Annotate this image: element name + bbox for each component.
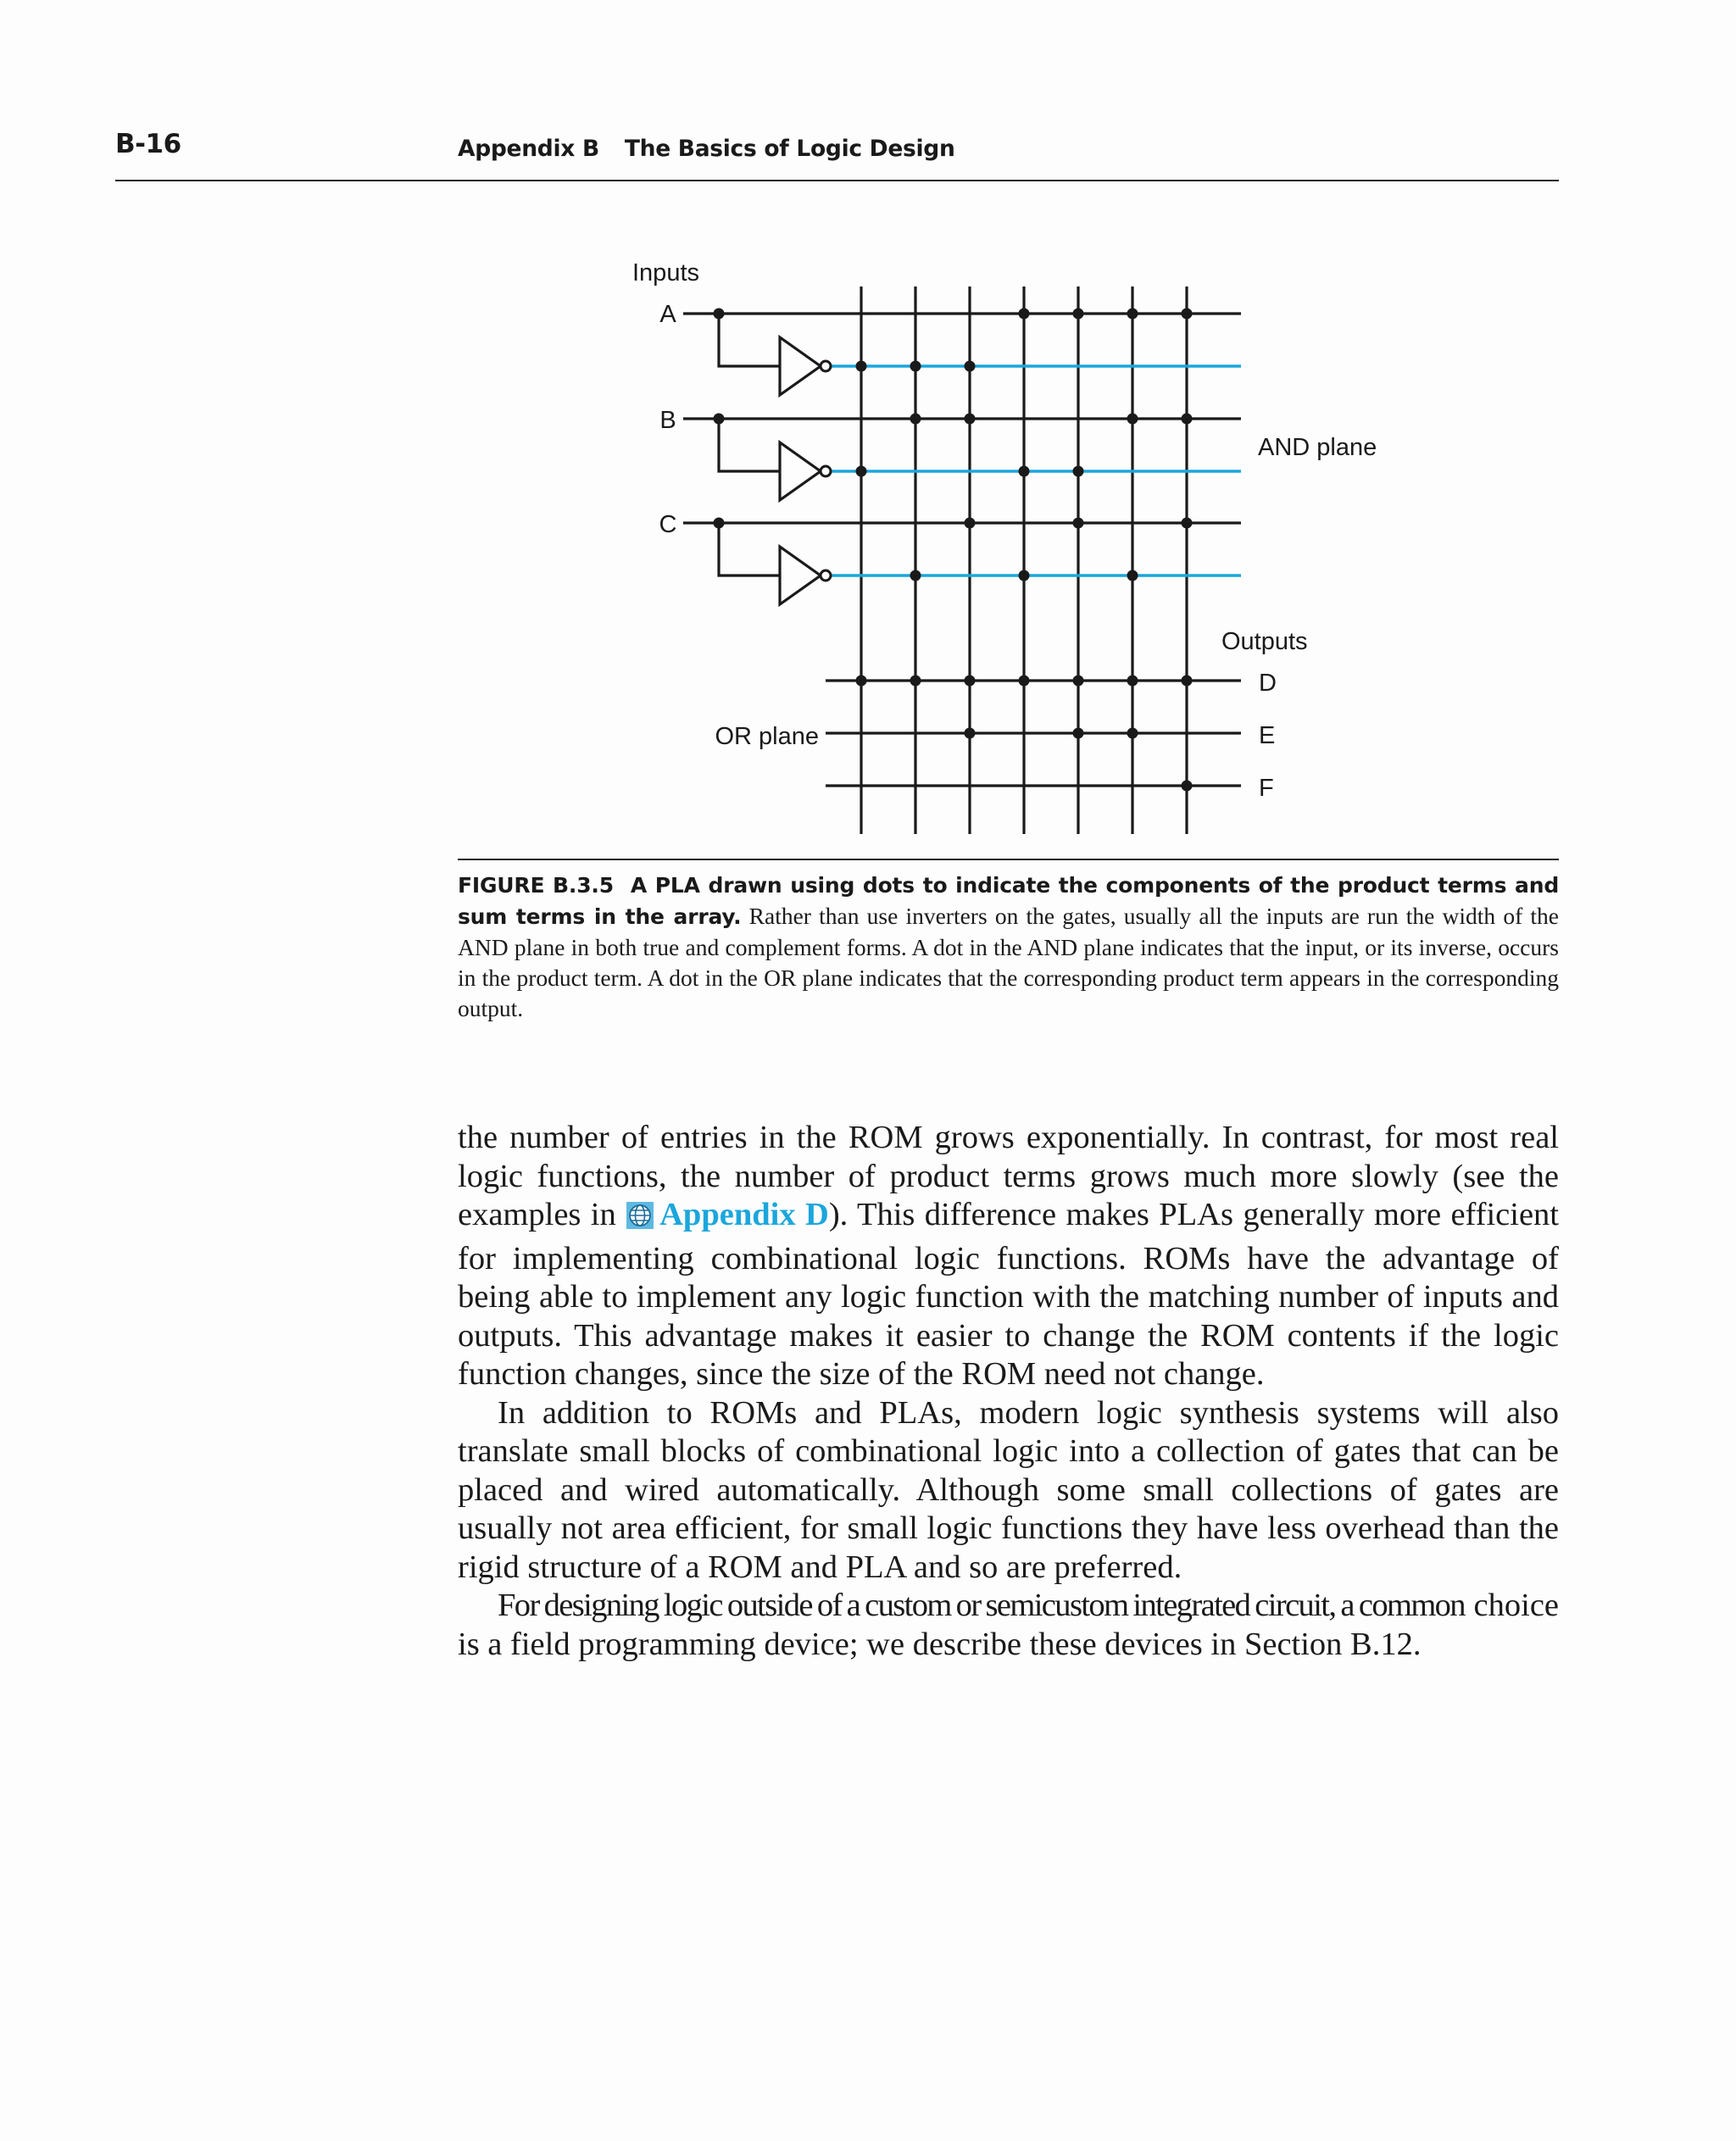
inverter-c-triangle [780, 547, 821, 604]
inverter-b-triangle [780, 442, 821, 500]
and-dot-b-6 [1127, 414, 1138, 425]
input-a-tap-dot [714, 309, 725, 320]
and-dot-not-b-1 [856, 466, 867, 477]
or-dot-d-3 [965, 676, 976, 687]
input-b-tap-dot [714, 414, 725, 425]
paragraph-2: In addition to ROMs and PLAs, modern logic synthesis systems will also translate small blocks of combinational logic into a collection of gates that can be placed and wired automatically. Although some small collections of gates are usually not area efficient, for small logic functions they have less overhead than the rigid structure of a ROM and PLA and so are preferred. [458, 1394, 1559, 1585]
or-dot-d-5 [1073, 676, 1084, 687]
pla-diagram [0, 0, 1736, 848]
caption-rule [458, 859, 1559, 860]
inverter-b-bubble [821, 466, 831, 476]
caption-text: Rather than use inverters on the gates, usually all the inputs are run the width of the AND plane in both true and complement forms. A dot in the AND plane indicates that the input, or its inverse, occurs in the product term. A dot in the OR plane indicates that the corresponding product term appears in the corresponding output. [458, 903, 1559, 1021]
output-f-label: F [1259, 775, 1274, 802]
paragraph-3 [458, 1587, 1559, 1664]
inputs-label: Inputs [632, 259, 699, 286]
input-a-label: A [659, 301, 676, 328]
and-dot-not-c-4 [1019, 570, 1030, 581]
inverter-a-bubble [821, 361, 831, 371]
and-dot-not-c-2 [910, 570, 921, 581]
chapter-title: The Basics of Logic Design [624, 136, 955, 162]
input-c-label: C [659, 511, 677, 538]
and-dot-not-b-5 [1073, 466, 1084, 477]
inverter-c-bubble [821, 570, 831, 581]
paragraph-3-rest: choice is a field programming device; we describe these devices in Section B.12. [458, 1588, 1559, 1662]
body-text [458, 1119, 1559, 1664]
or-dot-e-6 [1127, 728, 1138, 739]
and-dot-not-a-2 [910, 361, 921, 372]
and-dot-a-6 [1127, 309, 1138, 320]
and-dot-b-3 [965, 414, 976, 425]
outputs-label: Outputs [1221, 628, 1308, 655]
figure-caption [458, 870, 1559, 1024]
and-dot-c-5 [1073, 518, 1084, 529]
appendix-d-link[interactable]: Appendix D [659, 1197, 829, 1232]
output-e-label: E [1259, 722, 1276, 749]
diagram-wires [683, 286, 1241, 834]
or-dot-d-7 [1182, 676, 1193, 687]
caption-title: A PLA drawn using dots to indicate the components of the product terms and sum terms in the array. [458, 873, 1560, 929]
or-dot-d-2 [910, 676, 921, 687]
web-globe-icon [626, 1201, 654, 1240]
input-c-tap-dot [714, 518, 725, 529]
or-plane-label: OR plane [715, 723, 819, 750]
page-number: B-16 [115, 129, 181, 159]
input-b-label: B [659, 407, 676, 434]
and-dot-not-b-4 [1019, 466, 1030, 477]
and-dot-not-a-3 [965, 361, 976, 372]
or-dot-e-5 [1073, 728, 1084, 739]
paragraph-1-end: ). This difference makes PLAs generally more efficient for implementing combinational logic functions. ROMs have the advantage of being able to implement any logic function with the matching number of inputs and outputs. This advantage makes it easier to change the ROM contents if the logic function changes, since the size of the ROM need not change. [458, 1197, 1560, 1392]
and-plane-label: AND plane [1258, 434, 1377, 461]
input-a-branch [719, 314, 780, 366]
figure-number: FIGURE B.3.5 [458, 873, 614, 898]
output-d-label: D [1259, 670, 1277, 697]
and-dot-c-3 [965, 518, 976, 529]
or-dot-d-6 [1127, 676, 1138, 687]
appendix-label: Appendix B [458, 136, 599, 162]
or-dot-e-3 [965, 728, 976, 739]
paragraph-1-start: the number of entries in the ROM grows exponentially. In contrast, for most real logic functions, the number of product terms grows much more slowly (see the examples in [458, 1120, 1559, 1232]
and-dot-c-7 [1182, 518, 1193, 529]
and-dot-b-2 [910, 414, 921, 425]
or-dot-f-7 [1182, 781, 1193, 792]
paragraph-3-line-1: For designing logic outside of a custom or semicustom integrated circuit, a common [498, 1588, 1465, 1623]
or-dot-d-4 [1019, 676, 1030, 687]
input-c-branch [719, 523, 780, 576]
paragraph-1 [458, 1119, 1559, 1394]
and-dot-b-7 [1182, 414, 1193, 425]
inverter-gates [780, 337, 831, 604]
and-dot-a-7 [1182, 309, 1193, 320]
input-b-branch [719, 419, 780, 471]
and-dot-not-a-1 [856, 361, 867, 372]
and-dot-not-c-6 [1127, 570, 1138, 581]
or-dot-d-1 [856, 676, 867, 687]
and-dot-a-5 [1073, 309, 1084, 320]
inverter-a-triangle [780, 337, 821, 395]
and-dot-a-4 [1019, 309, 1030, 320]
